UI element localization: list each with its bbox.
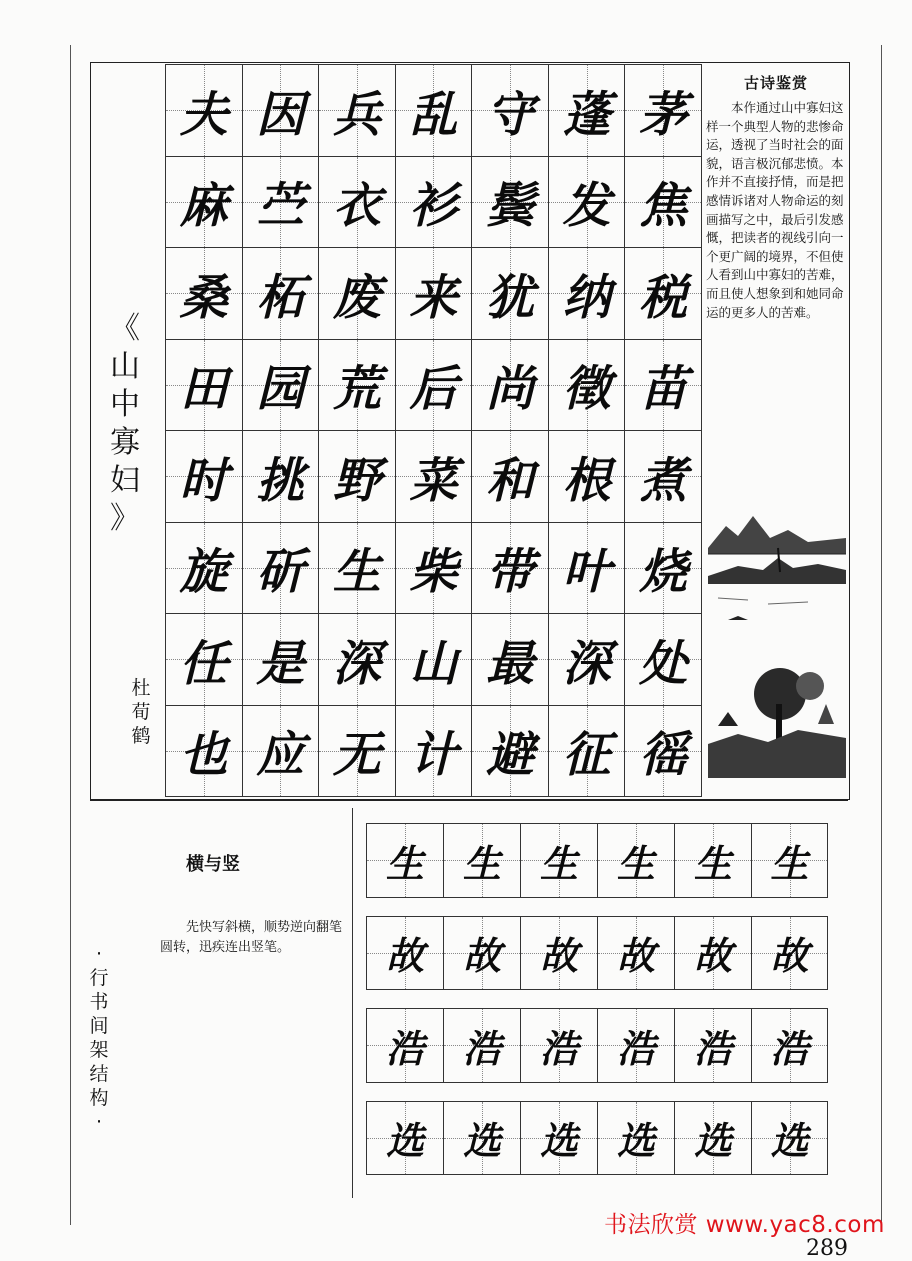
practice-cell bbox=[751, 823, 828, 898]
practice-cell bbox=[443, 823, 520, 898]
author-char: 鹤 bbox=[131, 725, 151, 747]
title-char: 山 bbox=[110, 349, 140, 384]
title-char: 妇 bbox=[110, 463, 140, 498]
practice-char: 选 bbox=[693, 1118, 732, 1164]
practice-char: 选 bbox=[770, 1118, 809, 1164]
practice-char: 生 bbox=[385, 840, 424, 886]
poem-cell bbox=[318, 156, 395, 248]
poem-char: 兵 bbox=[332, 86, 381, 143]
practice-char: 故 bbox=[616, 933, 655, 979]
section-char: 结 bbox=[89, 1063, 109, 1085]
practice-cell bbox=[520, 1008, 597, 1083]
poem-cell bbox=[242, 705, 319, 797]
poem-cell bbox=[395, 156, 472, 248]
poem-char: 焦 bbox=[639, 178, 688, 235]
poem-cell bbox=[318, 339, 395, 431]
poem-cell bbox=[548, 522, 625, 614]
poem-char: 深 bbox=[562, 635, 611, 692]
poem-cell bbox=[548, 339, 625, 431]
poem-cell bbox=[242, 64, 319, 156]
poem-char: 根 bbox=[562, 452, 611, 509]
poem-cell bbox=[624, 339, 701, 431]
practice-char: 浩 bbox=[539, 1025, 578, 1071]
appreciation-panel bbox=[706, 66, 846, 322]
practice-cell bbox=[366, 916, 443, 991]
practice-char: 生 bbox=[462, 840, 501, 886]
poem-cell bbox=[165, 705, 242, 797]
poem-char: 徵 bbox=[562, 361, 611, 418]
poem-char: 征 bbox=[562, 727, 611, 784]
poem-cell bbox=[624, 430, 701, 522]
poem-char: 斫 bbox=[256, 544, 305, 601]
poem-char: 叶 bbox=[562, 544, 611, 601]
title-char: 寡 bbox=[110, 425, 140, 460]
practice-char: 浩 bbox=[385, 1025, 424, 1071]
poem-cell bbox=[395, 613, 472, 705]
poem-cell bbox=[624, 613, 701, 705]
poem-char: 徭 bbox=[639, 727, 688, 784]
practice-cell bbox=[674, 1101, 751, 1176]
practice-char: 浩 bbox=[770, 1025, 809, 1071]
practice-char: 故 bbox=[462, 933, 501, 979]
practice-cell bbox=[443, 1008, 520, 1083]
poem-cell bbox=[165, 522, 242, 614]
practice-cell bbox=[443, 1101, 520, 1176]
practice-cell bbox=[597, 1101, 674, 1176]
poem-cell bbox=[318, 705, 395, 797]
poem-char: 废 bbox=[332, 269, 381, 326]
poem-cell bbox=[318, 522, 395, 614]
poem-cell bbox=[395, 64, 472, 156]
poem-char: 任 bbox=[179, 635, 228, 692]
poem-char: 夫 bbox=[179, 86, 228, 143]
poem-cell bbox=[471, 430, 548, 522]
section-char: 行 bbox=[89, 967, 109, 989]
poem-cell bbox=[395, 705, 472, 797]
site-watermark: 书法欣赏 www.yac8.com bbox=[604, 1212, 885, 1238]
practice-cell bbox=[597, 823, 674, 898]
poem-char: 柴 bbox=[409, 544, 458, 601]
poem-char: 因 bbox=[256, 86, 305, 143]
practice-cell bbox=[751, 916, 828, 991]
poem-cell bbox=[471, 613, 548, 705]
poem-cell bbox=[395, 522, 472, 614]
poem-char: 处 bbox=[639, 635, 688, 692]
author-char: 杜 bbox=[131, 677, 151, 699]
section-char: 间 bbox=[89, 1015, 109, 1037]
practice-char: 故 bbox=[385, 933, 424, 979]
lesson-title: 横与竖 bbox=[186, 854, 240, 875]
poem-cell bbox=[165, 613, 242, 705]
poem-char: 应 bbox=[256, 727, 305, 784]
section-char: 架 bbox=[89, 1039, 109, 1061]
poem-char: 蓬 bbox=[562, 86, 611, 143]
practice-char: 选 bbox=[385, 1118, 424, 1164]
practice-cell bbox=[597, 1008, 674, 1083]
author-char: 荀 bbox=[131, 701, 151, 723]
poem-cell bbox=[471, 705, 548, 797]
poem-char: 无 bbox=[332, 727, 381, 784]
poem-cell bbox=[242, 430, 319, 522]
poem-char: 乱 bbox=[409, 86, 458, 143]
practice-char: 选 bbox=[616, 1118, 655, 1164]
poem-cell bbox=[165, 64, 242, 156]
poem-title bbox=[100, 310, 150, 538]
poem-cell bbox=[471, 247, 548, 339]
practice-cell bbox=[520, 1101, 597, 1176]
section-char: 构 bbox=[89, 1087, 109, 1109]
poem-cell bbox=[395, 247, 472, 339]
poem-char: 园 bbox=[256, 361, 305, 418]
practice-char: 故 bbox=[539, 933, 578, 979]
practice-cell bbox=[443, 916, 520, 991]
practice-char: 故 bbox=[770, 933, 809, 979]
poem-cell bbox=[624, 64, 701, 156]
poem-char: 计 bbox=[409, 727, 458, 784]
practice-char: 生 bbox=[770, 840, 809, 886]
poem-author bbox=[126, 676, 156, 748]
practice-char: 浩 bbox=[616, 1025, 655, 1071]
poem-char: 桑 bbox=[179, 269, 228, 326]
title-char: 中 bbox=[110, 387, 140, 422]
poem-char: 麻 bbox=[179, 178, 228, 235]
poem-cell bbox=[471, 522, 548, 614]
lesson-description: 先快写斜横，顺势逆向翻笔圆转，迅疾连出竖笔。 bbox=[160, 920, 343, 955]
poem-char: 挑 bbox=[256, 452, 305, 509]
poem-char: 也 bbox=[179, 727, 228, 784]
practice-cell bbox=[674, 1008, 751, 1083]
practice-cell bbox=[674, 823, 751, 898]
poem-char: 守 bbox=[486, 86, 535, 143]
section-label bbox=[88, 942, 110, 1134]
practice-char: 浩 bbox=[693, 1025, 732, 1071]
poem-cell bbox=[242, 613, 319, 705]
poem-cell bbox=[318, 247, 395, 339]
poem-cell bbox=[242, 522, 319, 614]
poem-cell bbox=[471, 156, 548, 248]
landscape-sketch-1 bbox=[708, 508, 846, 628]
poem-cell bbox=[548, 613, 625, 705]
poem-char: 时 bbox=[179, 452, 228, 509]
poem-char: 山 bbox=[409, 635, 458, 692]
poem-char: 生 bbox=[332, 544, 381, 601]
poem-char: 野 bbox=[332, 452, 381, 509]
poem-cell bbox=[471, 339, 548, 431]
practice-cell bbox=[520, 823, 597, 898]
poem-cell bbox=[165, 339, 242, 431]
poem-char: 鬓 bbox=[486, 178, 535, 235]
poem-char: 避 bbox=[486, 727, 535, 784]
practice-char: 选 bbox=[539, 1118, 578, 1164]
section-divider bbox=[90, 800, 848, 801]
lesson-divider bbox=[352, 808, 353, 1198]
practice-cell bbox=[520, 916, 597, 991]
practice-char: 生 bbox=[693, 840, 732, 886]
poem-grid bbox=[165, 64, 702, 797]
poem-cell bbox=[548, 64, 625, 156]
poem-char: 烧 bbox=[639, 544, 688, 601]
poem-char: 柘 bbox=[256, 269, 305, 326]
appreciation-text: 本作通过山中寡妇这样一个典型人物的悲惨命运，透视了当时社会的面貌，语言极沉郁悲愤。本作并不直接抒情，而是把感情诉诸对人物命运的刻画描写之中，最后引发感慨，把读者的视线引向一个更广阔的境界，不但使人看到山中寡妇的苦难，而且使人想象到和她同命运的更多人的苦难。 bbox=[706, 100, 844, 320]
poem-cell bbox=[242, 247, 319, 339]
poem-cell bbox=[165, 430, 242, 522]
poem-char: 后 bbox=[409, 361, 458, 418]
poem-char: 发 bbox=[562, 178, 611, 235]
practice-cell bbox=[751, 1008, 828, 1083]
section-char: · bbox=[95, 1111, 103, 1133]
poem-char: 纳 bbox=[562, 269, 611, 326]
practice-char: 选 bbox=[462, 1118, 501, 1164]
poem-cell bbox=[242, 339, 319, 431]
poem-cell bbox=[318, 613, 395, 705]
practice-char: 生 bbox=[539, 840, 578, 886]
poem-cell bbox=[318, 64, 395, 156]
poem-char: 苗 bbox=[639, 361, 688, 418]
poem-cell bbox=[471, 64, 548, 156]
poem-char: 是 bbox=[256, 635, 305, 692]
poem-cell bbox=[242, 156, 319, 248]
section-char: 书 bbox=[89, 991, 109, 1013]
poem-cell bbox=[624, 247, 701, 339]
practice-cell bbox=[674, 916, 751, 991]
poem-char: 来 bbox=[409, 269, 458, 326]
practice-cell bbox=[597, 916, 674, 991]
page-number: 289 bbox=[806, 1236, 848, 1261]
practice-char: 故 bbox=[693, 933, 732, 979]
poem-cell bbox=[548, 247, 625, 339]
poem-char: 带 bbox=[486, 544, 535, 601]
poem-char: 最 bbox=[486, 635, 535, 692]
poem-char: 荒 bbox=[332, 361, 381, 418]
poem-cell bbox=[165, 156, 242, 248]
practice-cell bbox=[366, 823, 443, 898]
poem-char: 深 bbox=[332, 635, 381, 692]
poem-cell bbox=[395, 430, 472, 522]
poem-cell bbox=[624, 705, 701, 797]
practice-char: 生 bbox=[616, 840, 655, 886]
title-char: 《 bbox=[110, 311, 140, 346]
poem-char: 和 bbox=[486, 452, 535, 509]
poem-cell bbox=[548, 705, 625, 797]
poem-cell bbox=[548, 156, 625, 248]
poem-cell bbox=[395, 339, 472, 431]
poem-cell bbox=[548, 430, 625, 522]
poem-char: 犹 bbox=[486, 269, 535, 326]
poem-char: 衣 bbox=[332, 178, 381, 235]
poem-char: 税 bbox=[639, 269, 688, 326]
poem-cell bbox=[624, 522, 701, 614]
poem-char: 菜 bbox=[409, 452, 458, 509]
practice-char: 浩 bbox=[462, 1025, 501, 1071]
poem-cell bbox=[624, 156, 701, 248]
appreciation-title: 古诗鉴赏 bbox=[743, 74, 808, 92]
title-char: 》 bbox=[110, 501, 140, 536]
poem-char: 衫 bbox=[409, 178, 458, 235]
poem-char: 田 bbox=[179, 361, 228, 418]
poem-char: 煮 bbox=[639, 452, 688, 509]
poem-char: 茅 bbox=[639, 86, 688, 143]
practice-cell bbox=[366, 1101, 443, 1176]
poem-cell bbox=[318, 430, 395, 522]
poem-cell bbox=[165, 247, 242, 339]
practice-cell bbox=[366, 1008, 443, 1083]
poem-char: 尚 bbox=[486, 361, 535, 418]
practice-cell bbox=[751, 1101, 828, 1176]
poem-char: 旋 bbox=[179, 544, 228, 601]
section-char: · bbox=[95, 943, 103, 965]
poem-char: 苎 bbox=[256, 178, 305, 235]
practice-grid bbox=[366, 823, 828, 1175]
landscape-sketch-2 bbox=[708, 664, 846, 778]
